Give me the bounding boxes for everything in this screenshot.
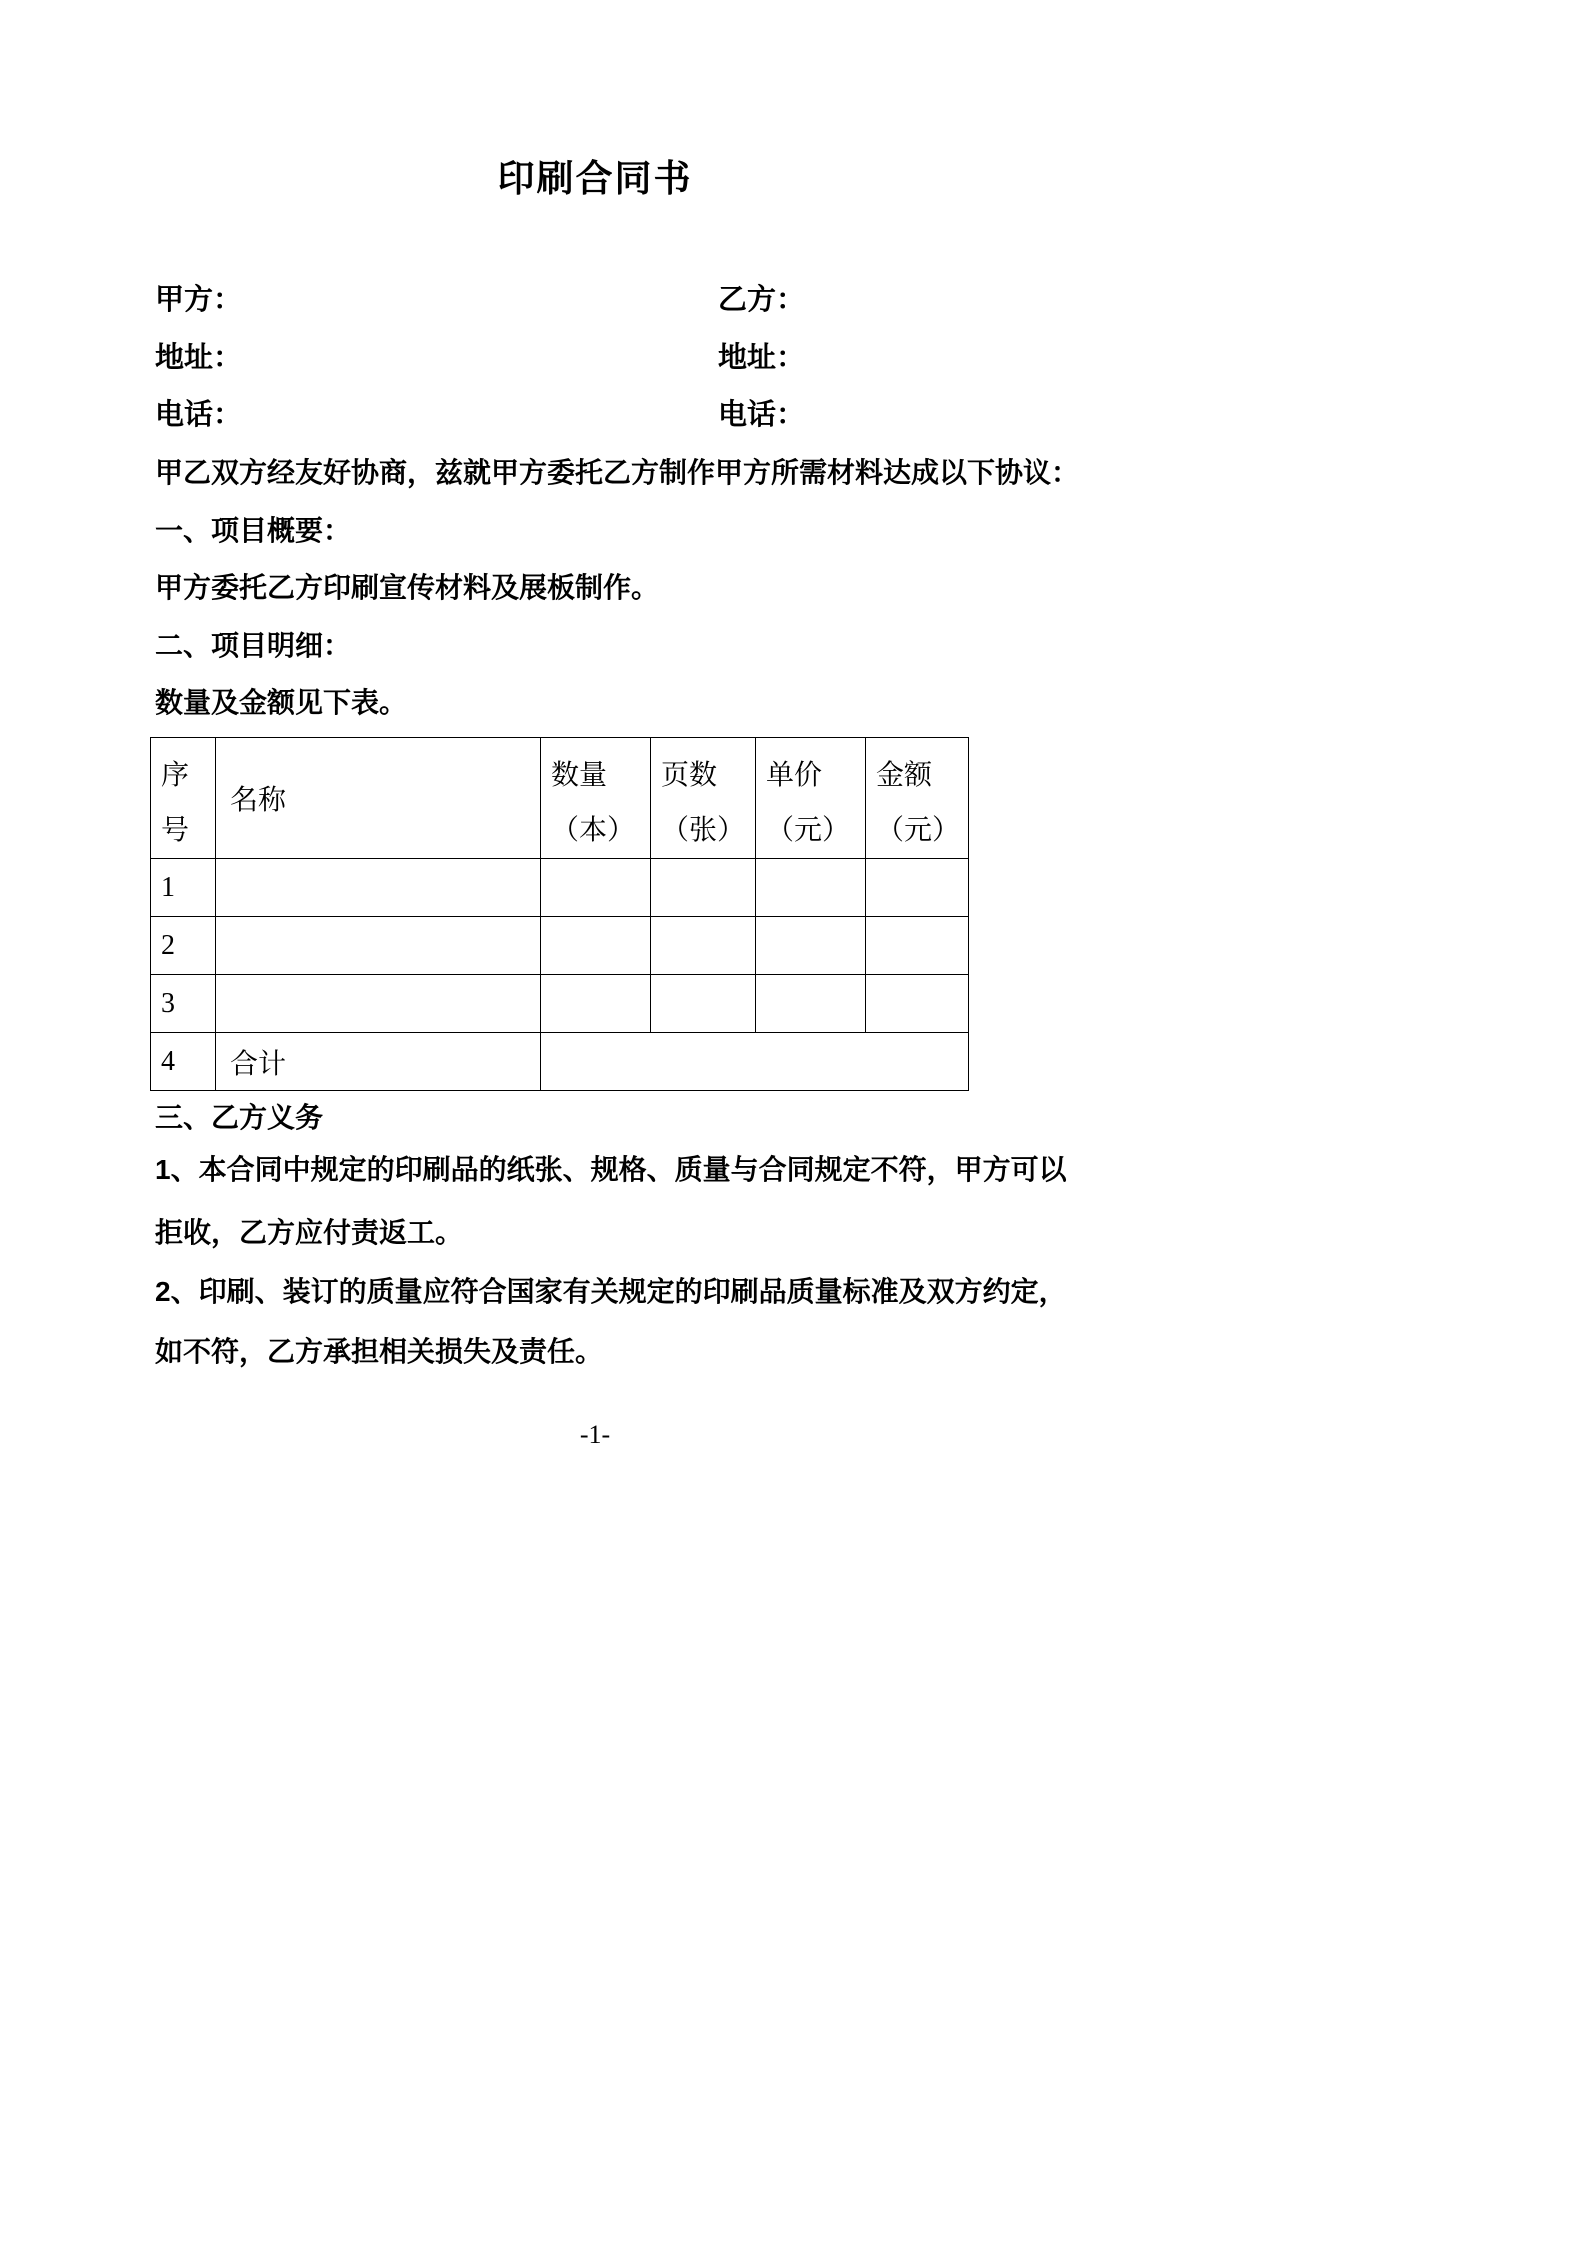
party-b-label: 乙方： — [718, 284, 806, 316]
header-seq-cell — [151, 738, 216, 859]
party-row-phones — [155, 398, 1095, 432]
row4-no-cell: 4 — [151, 1033, 216, 1091]
section2-body: 数量及金额见下表。 — [155, 687, 408, 718]
intro-paragraph: 甲乙双方经友好协商，兹就甲方委托乙方制作甲方所需材料达成以下协议： — [155, 457, 1080, 488]
header-amount-cell — [866, 738, 969, 859]
row1-no-cell: 1 — [151, 859, 216, 917]
row2-name-cell — [216, 917, 541, 975]
section1-heading: 一、项目概要： — [155, 515, 352, 546]
header-qty-line1: 数量 — [551, 760, 608, 791]
header-unit-price-line2: （元） — [766, 815, 851, 846]
header-seq-line1: 序 — [161, 760, 190, 791]
row2-qty-cell — [541, 917, 651, 975]
party-row-names — [155, 283, 1095, 317]
row2-amount-cell — [866, 917, 969, 975]
header-pages-line2: （张） — [661, 815, 746, 846]
table-row — [151, 975, 969, 1033]
row4-total-merged-cell — [541, 1033, 969, 1091]
project-detail-table — [150, 737, 969, 1091]
section3-heading: 三、乙方义务 — [155, 1102, 324, 1133]
row3-unit-price-cell — [756, 975, 866, 1033]
row3-qty-cell — [541, 975, 651, 1033]
row2-no-cell: 2 — [151, 917, 216, 975]
section3-clause-2: 2、印刷、装订的质量应符合国家有关规定的印刷品质量标准及双方约定，如不符，乙方承担相关损失及责任。 — [155, 1276, 1067, 1367]
header-amount-line1: 金额 — [876, 760, 933, 791]
row2-pages-cell — [651, 917, 756, 975]
section3-clause-1: 1、本合同中规定的印刷品的纸张、规格、质量与合同规定不符，甲方可以拒收，乙方应付责返工。 — [155, 1154, 1067, 1248]
header-pages-line1: 页数 — [661, 760, 718, 791]
header-qty-cell — [541, 738, 651, 859]
table-row-total — [151, 1033, 969, 1091]
section2-heading: 二、项目明细： — [155, 630, 352, 661]
party-a-label: 甲方： — [155, 284, 243, 316]
header-seq-line2: 号 — [161, 815, 190, 846]
table-row — [151, 917, 969, 975]
row3-no-cell: 3 — [151, 975, 216, 1033]
party-a-phone-label: 电话： — [155, 399, 243, 431]
row1-amount-cell — [866, 859, 969, 917]
party-row-addresses — [155, 341, 1095, 375]
header-unit-price-line1: 单价 — [766, 760, 823, 791]
row2-unit-price-cell — [756, 917, 866, 975]
party-a-address-label: 地址： — [155, 342, 243, 374]
table-header-row — [151, 738, 969, 859]
row3-amount-cell — [866, 975, 969, 1033]
header-qty-line2: （本） — [551, 815, 636, 846]
header-unit-price-cell — [756, 738, 866, 859]
document-title: 印刷合同书 — [497, 158, 693, 199]
section1-body: 甲方委托乙方印刷宣传材料及展板制作。 — [155, 572, 660, 603]
party-b-address-label: 地址： — [718, 342, 806, 374]
header-amount-line2: （元） — [876, 815, 961, 846]
row1-name-cell — [216, 859, 541, 917]
row4-total-label-cell: 合计 — [216, 1033, 541, 1091]
row3-name-cell — [216, 975, 541, 1033]
table-row — [151, 859, 969, 917]
row1-unit-price-cell — [756, 859, 866, 917]
header-pages-cell — [651, 738, 756, 859]
header-name-cell: 名称 — [216, 738, 541, 859]
row1-pages-cell — [651, 859, 756, 917]
party-b-phone-label: 电话： — [718, 399, 806, 431]
page-number: -1- — [579, 1420, 611, 1449]
row1-qty-cell — [541, 859, 651, 917]
row3-pages-cell — [651, 975, 756, 1033]
